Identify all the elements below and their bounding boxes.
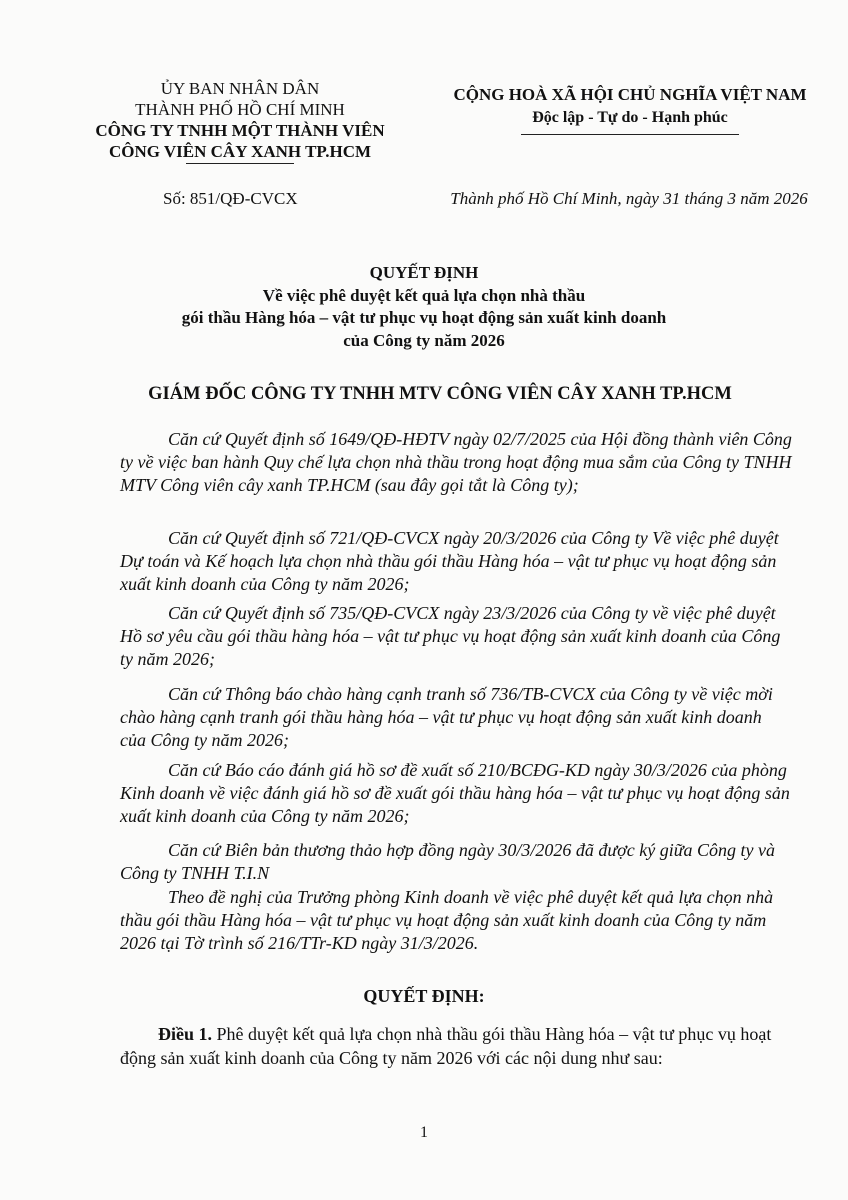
basis-paragraph xyxy=(120,428,792,497)
basis-text: Căn cứ Biên bản thương thảo hợp đồng ngày 30/3/2026 đã được ký giữa Công ty và Công ty TNHH T.I.N xyxy=(120,840,776,883)
agency-line-1: ỦY BAN NHÂN DÂN xyxy=(160,79,320,98)
proposal-paragraph xyxy=(120,886,792,955)
basis-text: Căn cứ Thông báo chào hàng cạnh tranh số 736/TB-CVCX của Công ty về việc mời chào hàng cạnh tranh gói thầu hàng hóa – vật tư phục vụ hoạt động sản xuất kinh doanh của Công ty năm 2026; xyxy=(120,684,773,750)
proposal-text: Theo đề nghị của Trưởng phòng Kinh doanh về việc phê duyệt kết quả lựa chọn nhà thầu gói thầu Hàng hóa – vật tư phục vụ hoạt động sản xuất kinh doanh của Công ty năm 2026 tại Tờ trình số 216/TTr-KD ngày 31/3/2026. xyxy=(120,887,774,953)
article-1-text: Phê duyệt kết quả lựa chọn nhà thầu gói thầu Hàng hóa – vật tư phục vụ hoạt động sản xuất kinh doanh của Công ty năm 2026 với các nội dung như sau: xyxy=(120,1024,772,1068)
agency-line-2: THÀNH PHỐ HỒ CHÍ MINH xyxy=(135,100,345,119)
basis-text: Căn cứ Quyết định số 735/QĐ-CVCX ngày 23/3/2026 của Công ty về việc phê duyệt Hồ sơ yêu cầu gói thầu hàng hóa – vật tư phục vụ hoạt động sản xuất kinh doanh của Công ty năm 2026; xyxy=(120,603,781,669)
page-number: 1 xyxy=(420,1124,428,1141)
basis-text: Căn cứ Quyết định số 721/QĐ-CVCX ngày 20/3/2026 của Công ty Về việc phê duyệt Dự toán và Kế hoạch lựa chọn nhà thầu gói thầu Hàng hóa – vật tư phục vụ hoạt động sản xuất kinh doanh của Công ty năm 2026; xyxy=(120,528,779,594)
basis-paragraph xyxy=(120,683,792,752)
motto-underline xyxy=(521,134,739,135)
national-header xyxy=(430,82,830,135)
decision-heading: QUYẾT ĐỊNH: xyxy=(363,986,485,1006)
subject-line-2: gói thầu Hàng hóa – vật tư phục vụ hoạt động sản xuất kinh doanh xyxy=(181,308,667,327)
document-number: Số: 851/QĐ-CVCX xyxy=(163,189,298,208)
basis-paragraph xyxy=(120,527,792,596)
subject-line-1: Về việc phê duyệt kết quả lựa chọn nhà thầu xyxy=(262,285,586,305)
agency-line-3: CÔNG TY TNHH MỘT THÀNH VIÊN xyxy=(95,121,385,140)
authority-heading: GIÁM ĐỐC CÔNG TY TNHH MTV CÔNG VIÊN CÂY XANH TP.HCM xyxy=(148,384,732,404)
place-date: Thành phố Hồ Chí Minh, ngày 31 tháng 3 năm 2026 xyxy=(450,189,808,208)
national-motto: Độc lập - Tự do - Hạnh phúc xyxy=(532,109,728,126)
basis-paragraph xyxy=(120,602,792,671)
document-type: QUYẾT ĐỊNH xyxy=(369,263,479,282)
basis-text: Căn cứ Quyết định số 1649/QĐ-HĐTV ngày 02/7/2025 của Hội đồng thành viên Công ty về việc ban hành Quy chế lựa chọn nhà thầu trong hoạt động mua sắm của Công ty TNHH MTV Công viên cây xanh TP.HCM (sau đây gọi tắt là Công ty); xyxy=(120,429,792,495)
nation-name: CỘNG HOÀ XÃ HỘI CHỦ NGHĨA VIỆT NAM xyxy=(453,85,807,104)
basis-paragraph xyxy=(120,839,792,885)
basis-text: Căn cứ Báo cáo đánh giá hồ sơ đề xuất số 210/BCĐG-KD ngày 30/3/2026 của phòng Kinh doanh về việc đánh giá hồ sơ đề xuất gói thầu hàng hóa – vật tư phục vụ hoạt động sản xuất kinh doanh của Công ty năm 2026; xyxy=(120,760,790,826)
article-1-label: Điều 1. xyxy=(158,1024,212,1044)
issuing-agency xyxy=(70,78,410,164)
document-title xyxy=(100,262,748,352)
basis-paragraph xyxy=(120,759,792,828)
article-1 xyxy=(120,1023,792,1070)
agency-underline xyxy=(186,163,294,164)
agency-line-4: CÔNG VIÊN CÂY XANH TP.HCM xyxy=(108,142,372,161)
subject-line-3: của Công ty năm 2026 xyxy=(343,330,505,350)
